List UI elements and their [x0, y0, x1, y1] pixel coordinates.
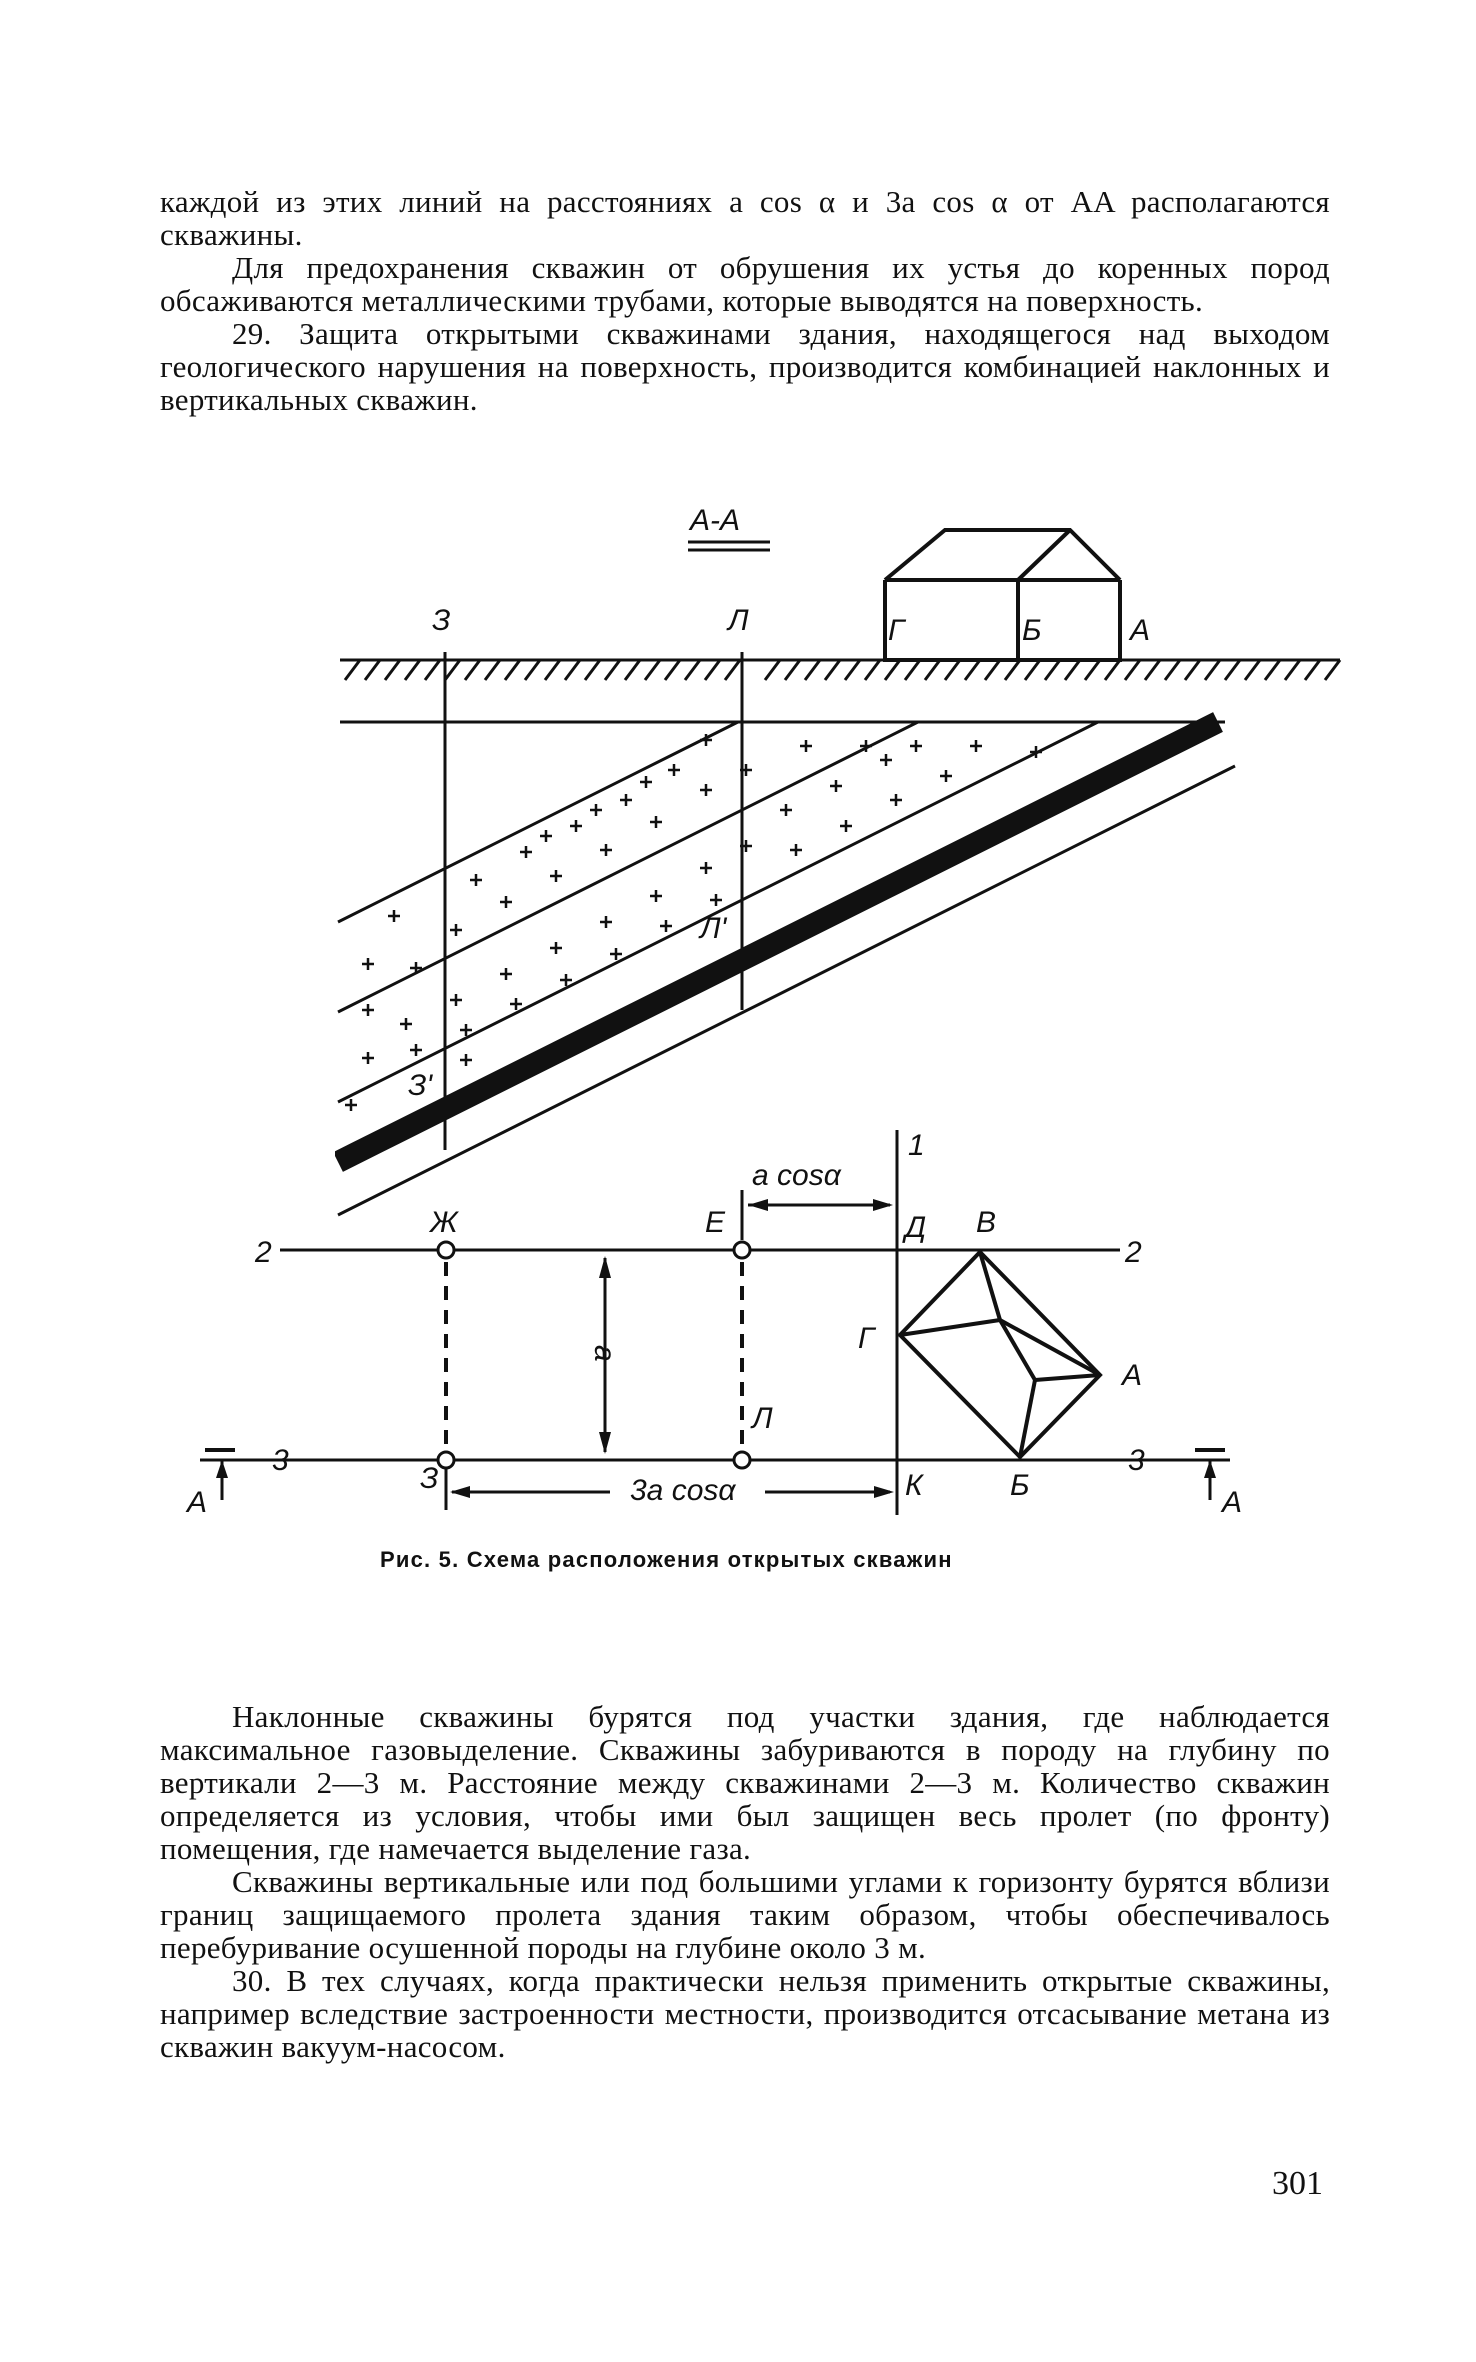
- plan-label-zh: Ж: [430, 1206, 458, 1239]
- plan-label-a-dim: a: [588, 1345, 621, 1362]
- paragraph-bottom-1: Наклонные скважины бурятся под участки здания, где наблюдается максимальное газовыделение. Скважины забуриваются в породу на глубину по вертикали 2—3 м. Расстояние между скважинами 2—3 м. Количество скважин определяется из условия, чтобы ими был защищен весь пролет (по фронту) помещения, где намечается выделение газа.: [160, 1699, 1330, 1866]
- strata: [338, 722, 1235, 1215]
- plan-label-acos: a cosα: [752, 1159, 841, 1192]
- plan-label-b: Б: [1010, 1469, 1030, 1502]
- label-b-top: Б: [1022, 614, 1042, 647]
- paragraph-bottom-3: 30. В тех случаях, когда практически нельзя применить открытые скважины, например вследствие застроенности местности, производится отсасывание метана из скважин вакуум-насосом.: [160, 1963, 1330, 2064]
- plan-dim-arrow-left: [748, 1199, 768, 1211]
- label-l-top: Л: [728, 604, 749, 637]
- plan-label-1: 1: [908, 1129, 925, 1162]
- plan-label-k: К: [905, 1469, 923, 1502]
- plan-label-3-right: 3: [1128, 1444, 1145, 1477]
- section-label: А-А: [690, 504, 741, 537]
- label-z-top: З: [432, 604, 451, 637]
- plan-label-2-left: 2: [255, 1236, 272, 1269]
- plan-label-z: З: [420, 1462, 439, 1495]
- plan-label-a: А: [1122, 1359, 1143, 1392]
- section-marker-left-arrow: [216, 1460, 228, 1478]
- plan-building: [900, 1252, 1100, 1457]
- section-marker-left-label: А: [187, 1486, 208, 1519]
- plan-label-l: Л: [752, 1402, 773, 1435]
- text-bottom: [160, 1700, 1330, 2063]
- label-g-top: Г: [888, 614, 905, 647]
- rock-symbols: [345, 734, 1042, 1111]
- plan-borehole-e: [734, 1242, 750, 1258]
- paragraph-top-3: 29. Защита открытыми скважинами здания, находящегося над выходом геологического нарушения на поверхность, производится комбинацией наклонных и вертикальных скважин.: [160, 316, 1330, 417]
- plan-label-3-left: 3: [272, 1444, 289, 1477]
- ground-hatching: [345, 660, 1340, 680]
- plan-borehole-z: [438, 1452, 454, 1468]
- plan-label-v: В: [976, 1206, 997, 1239]
- paragraph-bottom-2: Скважины вертикальные или под большими углами к горизонту бурятся вблизи границ защищаемого пролета здания таким образом, чтобы обеспечивалось перебуривание осушенной породы на глубине около 3 м.: [160, 1864, 1330, 1965]
- plan-dim-3acos-arrow-left: [450, 1486, 470, 1498]
- figure-caption: Рис. 5. Схема расположения открытых скважин: [380, 1547, 953, 1572]
- plan-label-3acos: 3a cosα: [630, 1474, 736, 1507]
- label-a-top: А: [1130, 614, 1151, 647]
- plan-dim-3acos-arrow-right: [874, 1486, 894, 1498]
- plan-label-d: Д: [905, 1211, 927, 1244]
- paragraph-top-1: каждой из этих линий на расстояниях a cos α и 3a cos α от AA располагаются скважины.: [160, 184, 1330, 252]
- section-marker-right-label: А: [1222, 1486, 1243, 1519]
- plan-label-e: Е: [705, 1206, 726, 1239]
- plan-borehole-zh: [438, 1242, 454, 1258]
- label-l-prime: Л': [700, 912, 727, 945]
- plan-label-2-right: 2: [1125, 1236, 1142, 1269]
- label-z-prime: З': [408, 1069, 433, 1102]
- paragraph-top-2: Для предохранения скважин от обрушения их устья до коренных пород обсаживаются металлическими трубами, которые выводятся на поверхность.: [160, 250, 1330, 318]
- plan-label-g: Г: [858, 1322, 875, 1355]
- building: [885, 530, 1120, 660]
- plan-dim-a-arrow-top: [599, 1256, 611, 1278]
- section-marker-right-arrow: [1204, 1460, 1216, 1478]
- plan-dim-arrow-right: [873, 1199, 893, 1211]
- plan-borehole-l: [734, 1452, 750, 1468]
- plan-dim-a-arrow-bottom: [599, 1432, 611, 1454]
- page-number: 301: [1272, 2165, 1323, 2202]
